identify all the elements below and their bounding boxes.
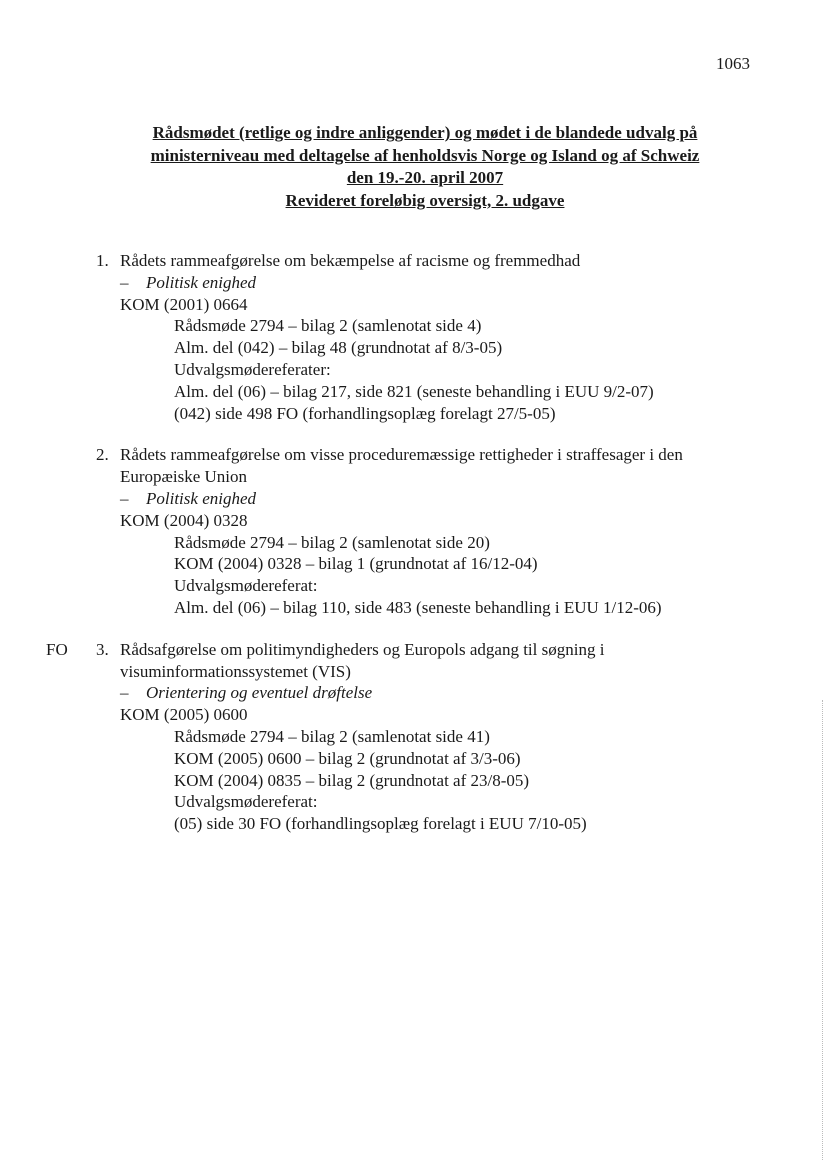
status-dash: –	[120, 683, 129, 703]
agenda-item	[0, 444, 825, 618]
status-dash: –	[120, 272, 129, 292]
reference-list	[174, 315, 750, 424]
status-text: Orientering og eventuel drøftelse	[146, 683, 373, 703]
reference-line: Rådsmøde 2794 – bilag 2 (samlenotat side 41)	[174, 726, 490, 746]
reference-line: KOM (2004) 0835 – bilag 2 (grundnotat af 23/8-05)	[174, 770, 530, 790]
kom-reference: KOM (2005) 0600	[120, 705, 248, 725]
kom-reference: KOM (2004) 0328	[120, 510, 248, 530]
item-number: 3.	[96, 639, 109, 659]
item-title: Rådets rammeafgørelse om visse proceduremæssige rettigheder i straffesager i den Europæiske Union	[120, 445, 683, 487]
title-line: Revideret foreløbig oversigt, 2. udgave	[285, 190, 565, 210]
agenda-item	[0, 639, 825, 835]
margin-note: FO	[46, 639, 68, 659]
reference-line: KOM (2005) 0600 – bilag 2 (grundnotat af 3/3-06)	[174, 748, 521, 768]
reference-line: Alm. del (06) – bilag 110, side 483 (seneste behandling i EUU 1/12-06)	[174, 597, 662, 617]
kom-reference: KOM (2001) 0664	[120, 294, 248, 314]
reference-line: Udvalgsmødereferat:	[174, 576, 318, 596]
reference-line: Rådsmøde 2794 – bilag 2 (samlenotat side 4)	[174, 316, 482, 336]
agenda-list	[0, 250, 825, 855]
reference-list	[174, 726, 750, 835]
document-title	[60, 122, 790, 212]
title-line: den 19.-20. april 2007	[346, 168, 504, 187]
status-text: Politisk enighed	[146, 272, 257, 292]
title-line: ministerniveau med deltagelse af henholdsvis Norge og Island og af Schweiz	[150, 145, 700, 165]
reference-line: (042) side 498 FO (forhandlingsoplæg forelagt 27/5-05)	[174, 403, 556, 423]
item-number: 2.	[96, 445, 109, 465]
item-status	[120, 488, 750, 510]
reference-line: Alm. del (06) – bilag 217, side 821 (seneste behandling i EUU 9/2-07)	[174, 381, 654, 401]
item-title: Rådsafgørelse om politimyndigheders og Europols adgang til søgning i visuminformationssystemet (VIS)	[120, 639, 605, 681]
item-status	[120, 272, 750, 294]
reference-line: Alm. del (042) – bilag 48 (grundnotat af 8/3-05)	[174, 338, 503, 358]
reference-line: Rådsmøde 2794 – bilag 2 (samlenotat side 20)	[174, 532, 490, 552]
item-number: 1.	[96, 251, 109, 270]
title-line: Rådsmødet (retlige og indre anliggender) og mødet i de blandede udvalg på	[152, 123, 698, 142]
status-dash: –	[120, 488, 129, 508]
reference-line: KOM (2004) 0328 – bilag 1 (grundnotat af 16/12-04)	[174, 554, 538, 574]
reference-line: (05) side 30 FO (forhandlingsoplæg forelagt i EUU 7/10-05)	[174, 814, 587, 834]
scan-edge-artifact	[821, 700, 823, 1160]
item-status	[120, 682, 750, 704]
status-text: Politisk enighed	[146, 488, 257, 508]
agenda-item	[0, 250, 825, 424]
reference-line: Udvalgsmødereferater:	[174, 359, 331, 379]
item-title: Rådets rammeafgørelse om bekæmpelse af racisme og fremmedhad	[120, 251, 581, 270]
page-number: 1063	[716, 54, 750, 73]
reference-list	[174, 532, 750, 619]
reference-line: Udvalgsmødereferat:	[174, 792, 318, 812]
